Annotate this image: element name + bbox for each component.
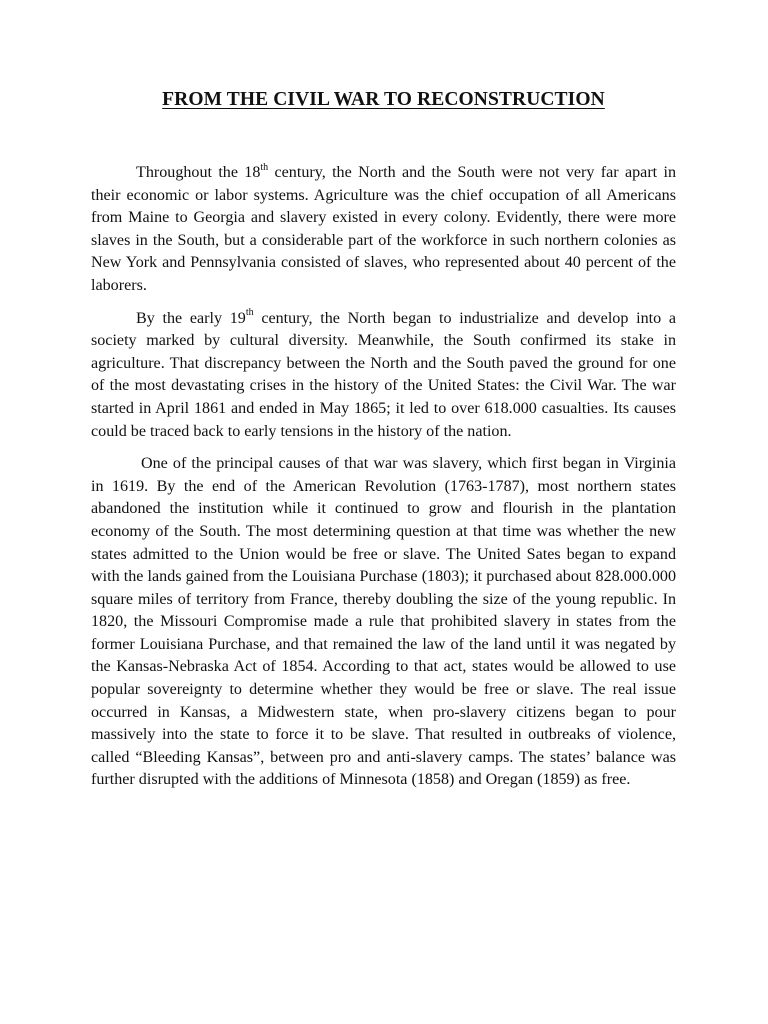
- paragraph-2: [91, 308, 676, 444]
- paragraph-1-start: Throughout the 18: [136, 164, 261, 181]
- paragraph-1-superscript: th: [260, 161, 269, 173]
- document-body: [91, 162, 676, 792]
- paragraph-1: [91, 162, 676, 298]
- paragraph-2-start: By the early 19: [136, 309, 246, 327]
- paragraph-2-superscript: th: [245, 307, 254, 319]
- document-title: FROM THE CIVIL WAR TO RECONSTRUCTION: [162, 89, 605, 110]
- paragraph-2-rest: century, the North began to industrialize and develop into a society marked by cultural diversity. Meanwhile, the South confirmed its stake in agriculture. That discrepancy between the North and the South paved the ground for one of the most devastating crises in the history of the United States: the Civil War. The war started in April 1861 and ended in May 1865; it led to over 618.000 casualties. Its causes could be traced back to early tensions in the history of the nation.: [91, 309, 676, 440]
- paragraph-1-rest: century, the North and the South were not very far apart in their economic or labor systems. Agriculture was the chief occupation of all Americans from Maine to Georgia and slavery existed in every colony. Evidently, there were more slaves in the South, but a considerable part of the workforce in such northern colonies as New York and Pennsylvania consisted of slaves, who represented about 40 percent of the laborers.: [91, 164, 676, 294]
- paragraph-3: One of the principal causes of that war was slavery, which first began in Virginia in 1619. By the end of the American Revolution (1763-1787), most northern states abandoned the institution while it continued to grow and flourish in the plantation economy of the South. The most determining question at that time was whether the new states admitted to the Union would be free or slave. The United Sates began to expand with the lands gained from the Louisiana Purchase (1803); it purchased about 828.000.000 square miles of territory from France, thereby doubling the size of the young republic. In 1820, the Missouri Compromise made a rule that prohibited slavery in states from the former Louisiana Purchase, and that remained the law of the land until it was negated by the Kansas-Nebraska Act of 1854. According to that act, states would be allowed to use popular sovereignty to determine whether they would be free or slave. The real issue occurred in Kansas, a Midwestern state, when pro-slavery citizens began to pour massively into the state to force it to be slave. That resulted in outbreaks of violence, called “Bleeding Kansas”, between pro and anti-slavery camps. The states’ balance was further disrupted with the additions of Minnesota (1858) and Oregan (1859) as free.: [91, 455, 676, 789]
